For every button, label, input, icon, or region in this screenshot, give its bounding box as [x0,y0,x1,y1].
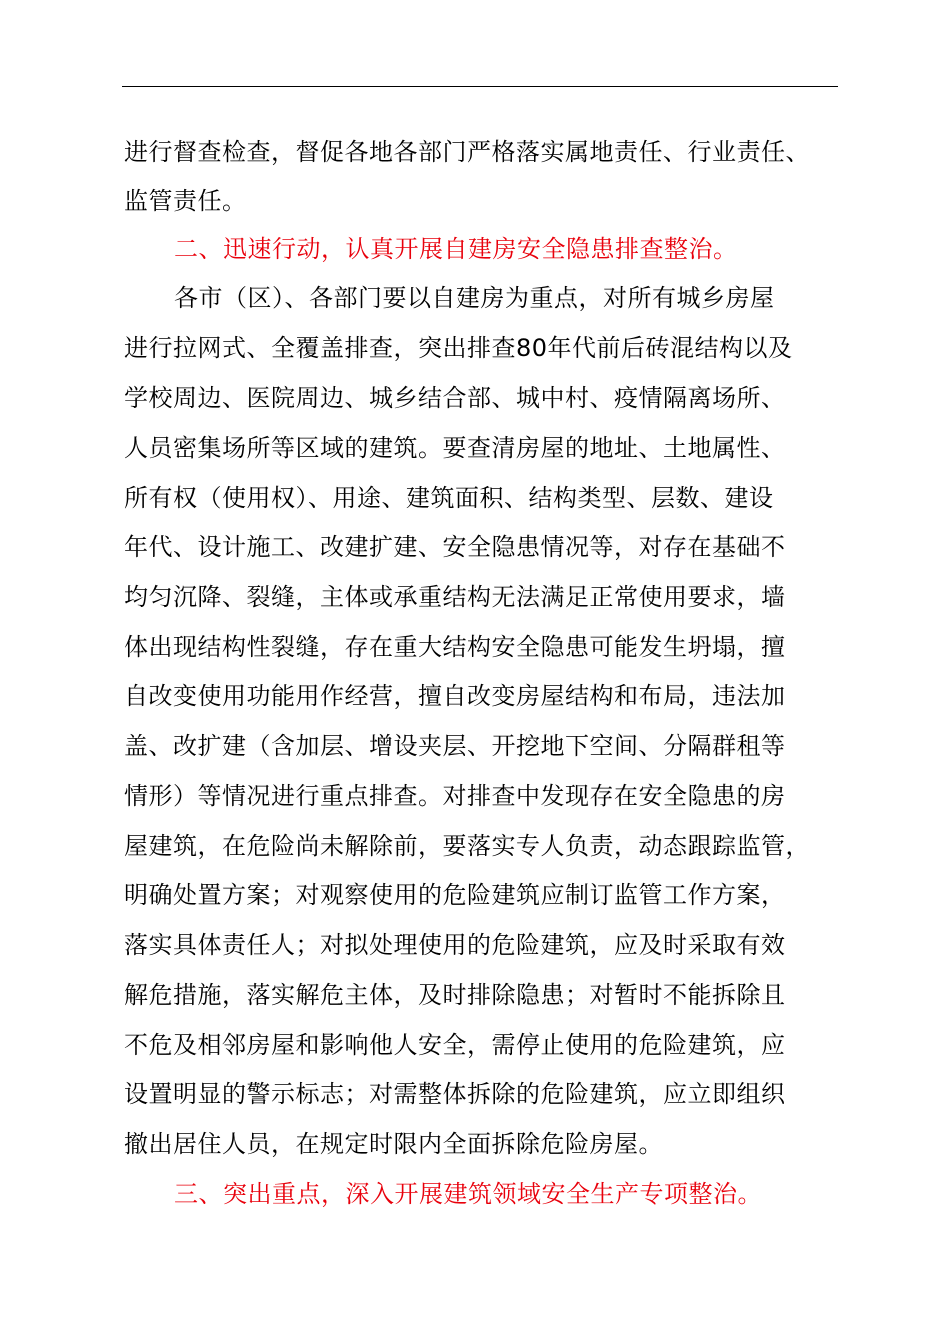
section-heading-2: 二、迅速行动，认真开展自建房安全隐患排查整治。 [174,235,738,263]
body-line: 年代、设计施工、改建扩建、安全隐患情况等，对存在基础不 [124,533,786,561]
body-line: 各市（区）、各部门要以自建房为重点，对所有城乡房屋 [174,284,775,312]
body-line: 自改变使用功能用作经营，擅自改变房屋结构和布局，违法加 [124,682,786,710]
section-heading-3: 三、突出重点，深入开展建筑领域安全生产专项整治。 [174,1180,762,1208]
body-line: 撤出居住人员，在规定时限内全面拆除危险房屋。 [124,1130,663,1158]
body-line: 进行拉网式、全覆盖排查，突出排查80年代前后砖混结构以及 [124,334,793,362]
body-line: 学校周边、医院周边、城乡结合部、城中村、疫情隔离场所、 [124,384,786,412]
body-line: 所有权（使用权）、用途、建筑面积、结构类型、层数、建设 [124,484,774,512]
body-line: 体出现结构性裂缝，存在重大结构安全隐患可能发生坍塌，擅 [124,633,786,661]
body-line: 屋建筑，在危险尚未解除前，要落实专人负责，动态跟踪监管， [124,832,810,860]
body-line: 解危措施，落实解危主体，及时排除隐患；对暂时不能拆除且 [124,981,786,1009]
body-line: 监管责任。 [124,187,247,215]
body-line: 均匀沉降、裂缝，主体或承重结构无法满足正常使用要求，墙 [124,583,786,611]
body-line: 落实具体责任人；对拟处理使用的危险建筑，应及时采取有效 [124,931,786,959]
body-line: 进行督查检查，督促各地各部门严格落实属地责任、行业责任、 [124,138,810,166]
body-line: 人员密集场所等区域的建筑。要查清房屋的地址、土地属性、 [124,434,786,462]
body-line: 明确处置方案；对观察使用的危险建筑应制订监管工作方案， [124,881,786,909]
body-line: 不危及相邻房屋和影响他人安全，需停止使用的危险建筑，应 [124,1031,786,1059]
body-line: 盖、改扩建（含加层、增设夹层、开挖地下空间、分隔群租等 [124,732,786,760]
body-line: 设置明显的警示标志；对需整体拆除的危险建筑，应立即组织 [124,1080,786,1108]
header-rule [122,86,838,87]
body-line: 情形）等情况进行重点排查。对排查中发现存在安全隐患的房 [124,782,786,810]
